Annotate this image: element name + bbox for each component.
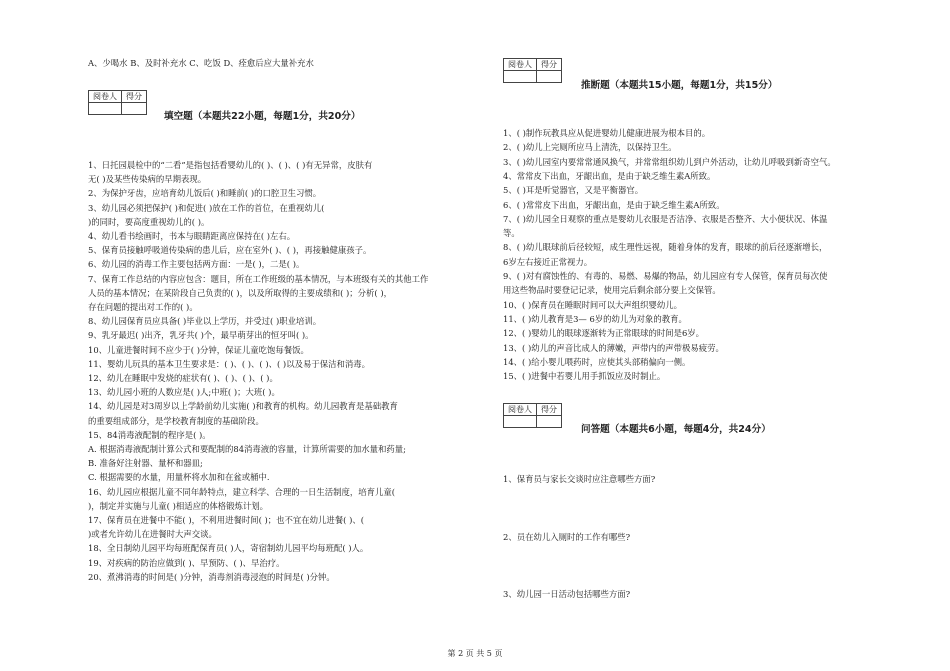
grader-reviewer-cell: [89, 103, 122, 115]
page-footer: 第 2 页 共 5 页: [447, 649, 503, 658]
grader-score-label: 得分: [537, 404, 562, 416]
fill-question-line: 6、幼儿园的消毒工作主要包括两方面：一是( )，二是( )。: [88, 259, 305, 270]
judge-question-line: 1、( )制作玩教具应从促进婴幼儿健康进展为根本目的。: [503, 128, 711, 138]
fill-question-line: 8、幼儿园保育员应具备( )毕业以上学历，并受过( )职业培训。: [88, 316, 322, 327]
grader-score-cell: [537, 416, 562, 428]
mc-options-line: A、少喝水 B、及时补充水 C、吃饭 D、痊愈后应大量补充水: [88, 58, 314, 68]
qa-question: 2、员在幼儿入厕时的工作有哪些?: [503, 532, 631, 542]
fill-question-line: )或者允许幼儿在进餐时大声交谈。: [88, 529, 217, 540]
grader-reviewer-cell: [504, 416, 537, 428]
fill-question-line: 无( )及某些传染病的早期表现。: [88, 174, 207, 185]
fill-question-line: 12、幼儿在睡眠中发烧的症状有( )、( )、( )、( )。: [88, 373, 278, 383]
judge-question-line: 9、( )对有腐蚀性的、有毒的、易燃、易爆的物品，幼儿园应有专人保管，保育员每次使: [503, 271, 828, 281]
judge-question-line: 11、( )幼儿教育是3— 6岁的幼儿为对象的教育。: [503, 313, 687, 324]
qa-question: 3、幼儿园一日活动包括哪些方面?: [503, 589, 631, 599]
fill-question-line: C. 根据需要的水量，用量杯将水加和在盆或桶中.: [88, 472, 270, 483]
judge-section-title: 推断题（本题共15小题，每题1分，共15分）: [581, 80, 778, 91]
judge-question-line: 10、( )保育员在睡眠时间可以大声组织婴幼儿。: [503, 299, 682, 310]
fill-question-line: 3、幼儿园必须把保护( )和促进( )放在工作的首位，在重视幼儿(: [88, 202, 325, 213]
judge-question-line: 14、( )给小婴儿喂药时，应使其头部稍偏向一侧。: [503, 356, 691, 367]
fill-question-line: 14、幼儿园是对3周岁以上学龄前幼儿实施( )和教育的机构。幼儿园教育是基础教育: [88, 401, 398, 412]
fill-question-line: 7、保育工作总结的内容应包含：题目，所在工作班级的基本情况，与本班级有关的其他工作: [88, 273, 429, 284]
grader-box-judge: [503, 58, 562, 83]
fill-question-line: 2、为保护牙齿，应培育幼儿饭后( )和睡前( )的口腔卫生习惯。: [88, 188, 322, 199]
fill-question-line: 5、保育员接触呼吸道传染病的患儿后，应在室外( )、( )，再接触健康孩子。: [88, 245, 372, 256]
grader-box-fill: [88, 90, 147, 115]
qa-section-title: 问答题（本题共6小题，每题4分，共24分）: [581, 424, 771, 435]
judge-question-line: 13、( )幼儿的声音比成人的薄嫩，声带内的声带极易疲劳。: [503, 342, 724, 353]
fill-question-line: 的重要组成部分，是学校教育制度的基础阶段。: [88, 415, 264, 426]
fill-question-line: 18、全日制幼儿园平均每班配保育员( )人，寄宿制幼儿园平均每班配( )人。: [88, 543, 369, 554]
fill-question-line: )的同时，要高度重视幼儿的( )。: [88, 216, 210, 227]
fill-question-line: 存在问题的提出对工作的( )。: [88, 302, 198, 312]
judge-question-line: 6岁左右接近正常视力。: [503, 256, 593, 267]
grader-reviewer-label: 阅卷人: [504, 59, 537, 71]
fill-question-line: 11、婴幼儿玩具的基本卫生要求是：( )、( )、( )、( )以及易于保洁和消毒。: [88, 358, 370, 369]
fill-question-line: )，制定并实施与儿童( )相适应的体格锻炼计划。: [88, 500, 268, 511]
fill-section-title: 填空题（本题共22小题，每题1分，共20分）: [164, 111, 361, 122]
judge-question-line: 5、( )耳是听觉器官，又是平衡器官。: [503, 185, 644, 196]
fill-question-line: A. 根据消毒液配制计算公式和要配制的84消毒液的容量，计算所需要的加水量和药量;: [88, 444, 406, 454]
fill-question-line: 17、保育员在进餐中不能( )，不利用进餐时间( )；也不宜在幼儿进餐( )、(: [88, 515, 365, 525]
qa-question: 1、保育员与家长交谈时应注意哪些方面?: [503, 474, 656, 484]
judge-question-line: 6、( )常常皮下出血，牙龈出血，是由于缺乏维生素A所致。: [503, 199, 725, 210]
grader-box-qa: [503, 403, 562, 428]
grader-score-label: 得分: [122, 91, 147, 103]
grader-reviewer-label: 阅卷人: [89, 91, 122, 103]
judge-question-line: 3、( )幼儿园室内要常常通风换气，并常常组织幼儿到户外活动，让幼儿呼吸到新奇空气。: [503, 156, 836, 167]
fill-question-line: 16、幼儿园应根据儿童不同年龄特点，建立科学、合理的一日生活制度，培育儿童(: [88, 486, 396, 497]
fill-question-line: 人员的基本情况；在某阶段自己负责的( )，以及所取得的主要成绩和( )；分析( )，: [88, 287, 392, 298]
grader-score-label: 得分: [537, 59, 562, 71]
judge-question-line: 15、( )进餐中若婴儿用手抓饭应及时制止。: [503, 371, 666, 382]
judge-question-line: 等。: [503, 228, 520, 239]
fill-question-line: B. 准备好注射器、量杯和器皿;: [88, 458, 203, 469]
fill-question-line: 4、幼儿看书绘画时，书本与眼睛距离应保持在( )左右。: [88, 231, 296, 241]
judge-question-line: 2、( )幼儿上完厕所应马上清洗，以保持卫生。: [503, 142, 677, 153]
fill-question-line: 1、日托园晨检中的“二看”是指包括看婴幼儿的( )、( )、( )有无异常，皮肤有: [88, 160, 373, 170]
fill-question-line: 10、儿童进餐时间不应少于( )分钟，保证儿童吃饱每餐饭。: [88, 344, 309, 355]
judge-question-line: 4、常常皮下出血，牙龈出血，是由于缺乏维生素A所致。: [503, 170, 716, 181]
fill-question-line: 15、84消毒液配制的程序是( )。: [88, 429, 211, 440]
judge-question-line: 12、( )婴幼儿的眼球逐渐转为正常眼球的时间是6岁。: [503, 328, 705, 339]
fill-question-line: 9、乳牙最迟( )出齐，乳牙共( )个，最早萌芽出的恒牙叫( )。: [88, 330, 314, 341]
grader-reviewer-label: 阅卷人: [504, 404, 537, 416]
grader-reviewer-cell: [504, 71, 537, 83]
grader-score-cell: [537, 71, 562, 83]
fill-question-line: 19、对疾病的防治应做到( )、早预防、( )、早治疗。: [88, 557, 285, 568]
judge-question-line: 7、( )幼儿园全日观察的重点是婴幼儿衣服是否洁净、衣服是否整齐、大小便状况、体温: [503, 213, 828, 224]
fill-question-line: 13、幼儿园小班的人数应是( )人;中班( )；大班( )。: [88, 387, 280, 398]
grader-score-cell: [122, 103, 147, 115]
judge-question-line: 8、( )幼儿眼球前后径较短，成生理性远视，随着身体的发育，眼球的前后径逐渐增长，: [503, 242, 828, 253]
fill-question-line: 20、煮沸消毒的时间是( )分钟，消毒剂消毒浸泡的时间是( )分钟。: [88, 571, 335, 582]
judge-question-line: 用这些物品时要登记记录，使用完后剩余部分要上交保管。: [503, 285, 721, 296]
